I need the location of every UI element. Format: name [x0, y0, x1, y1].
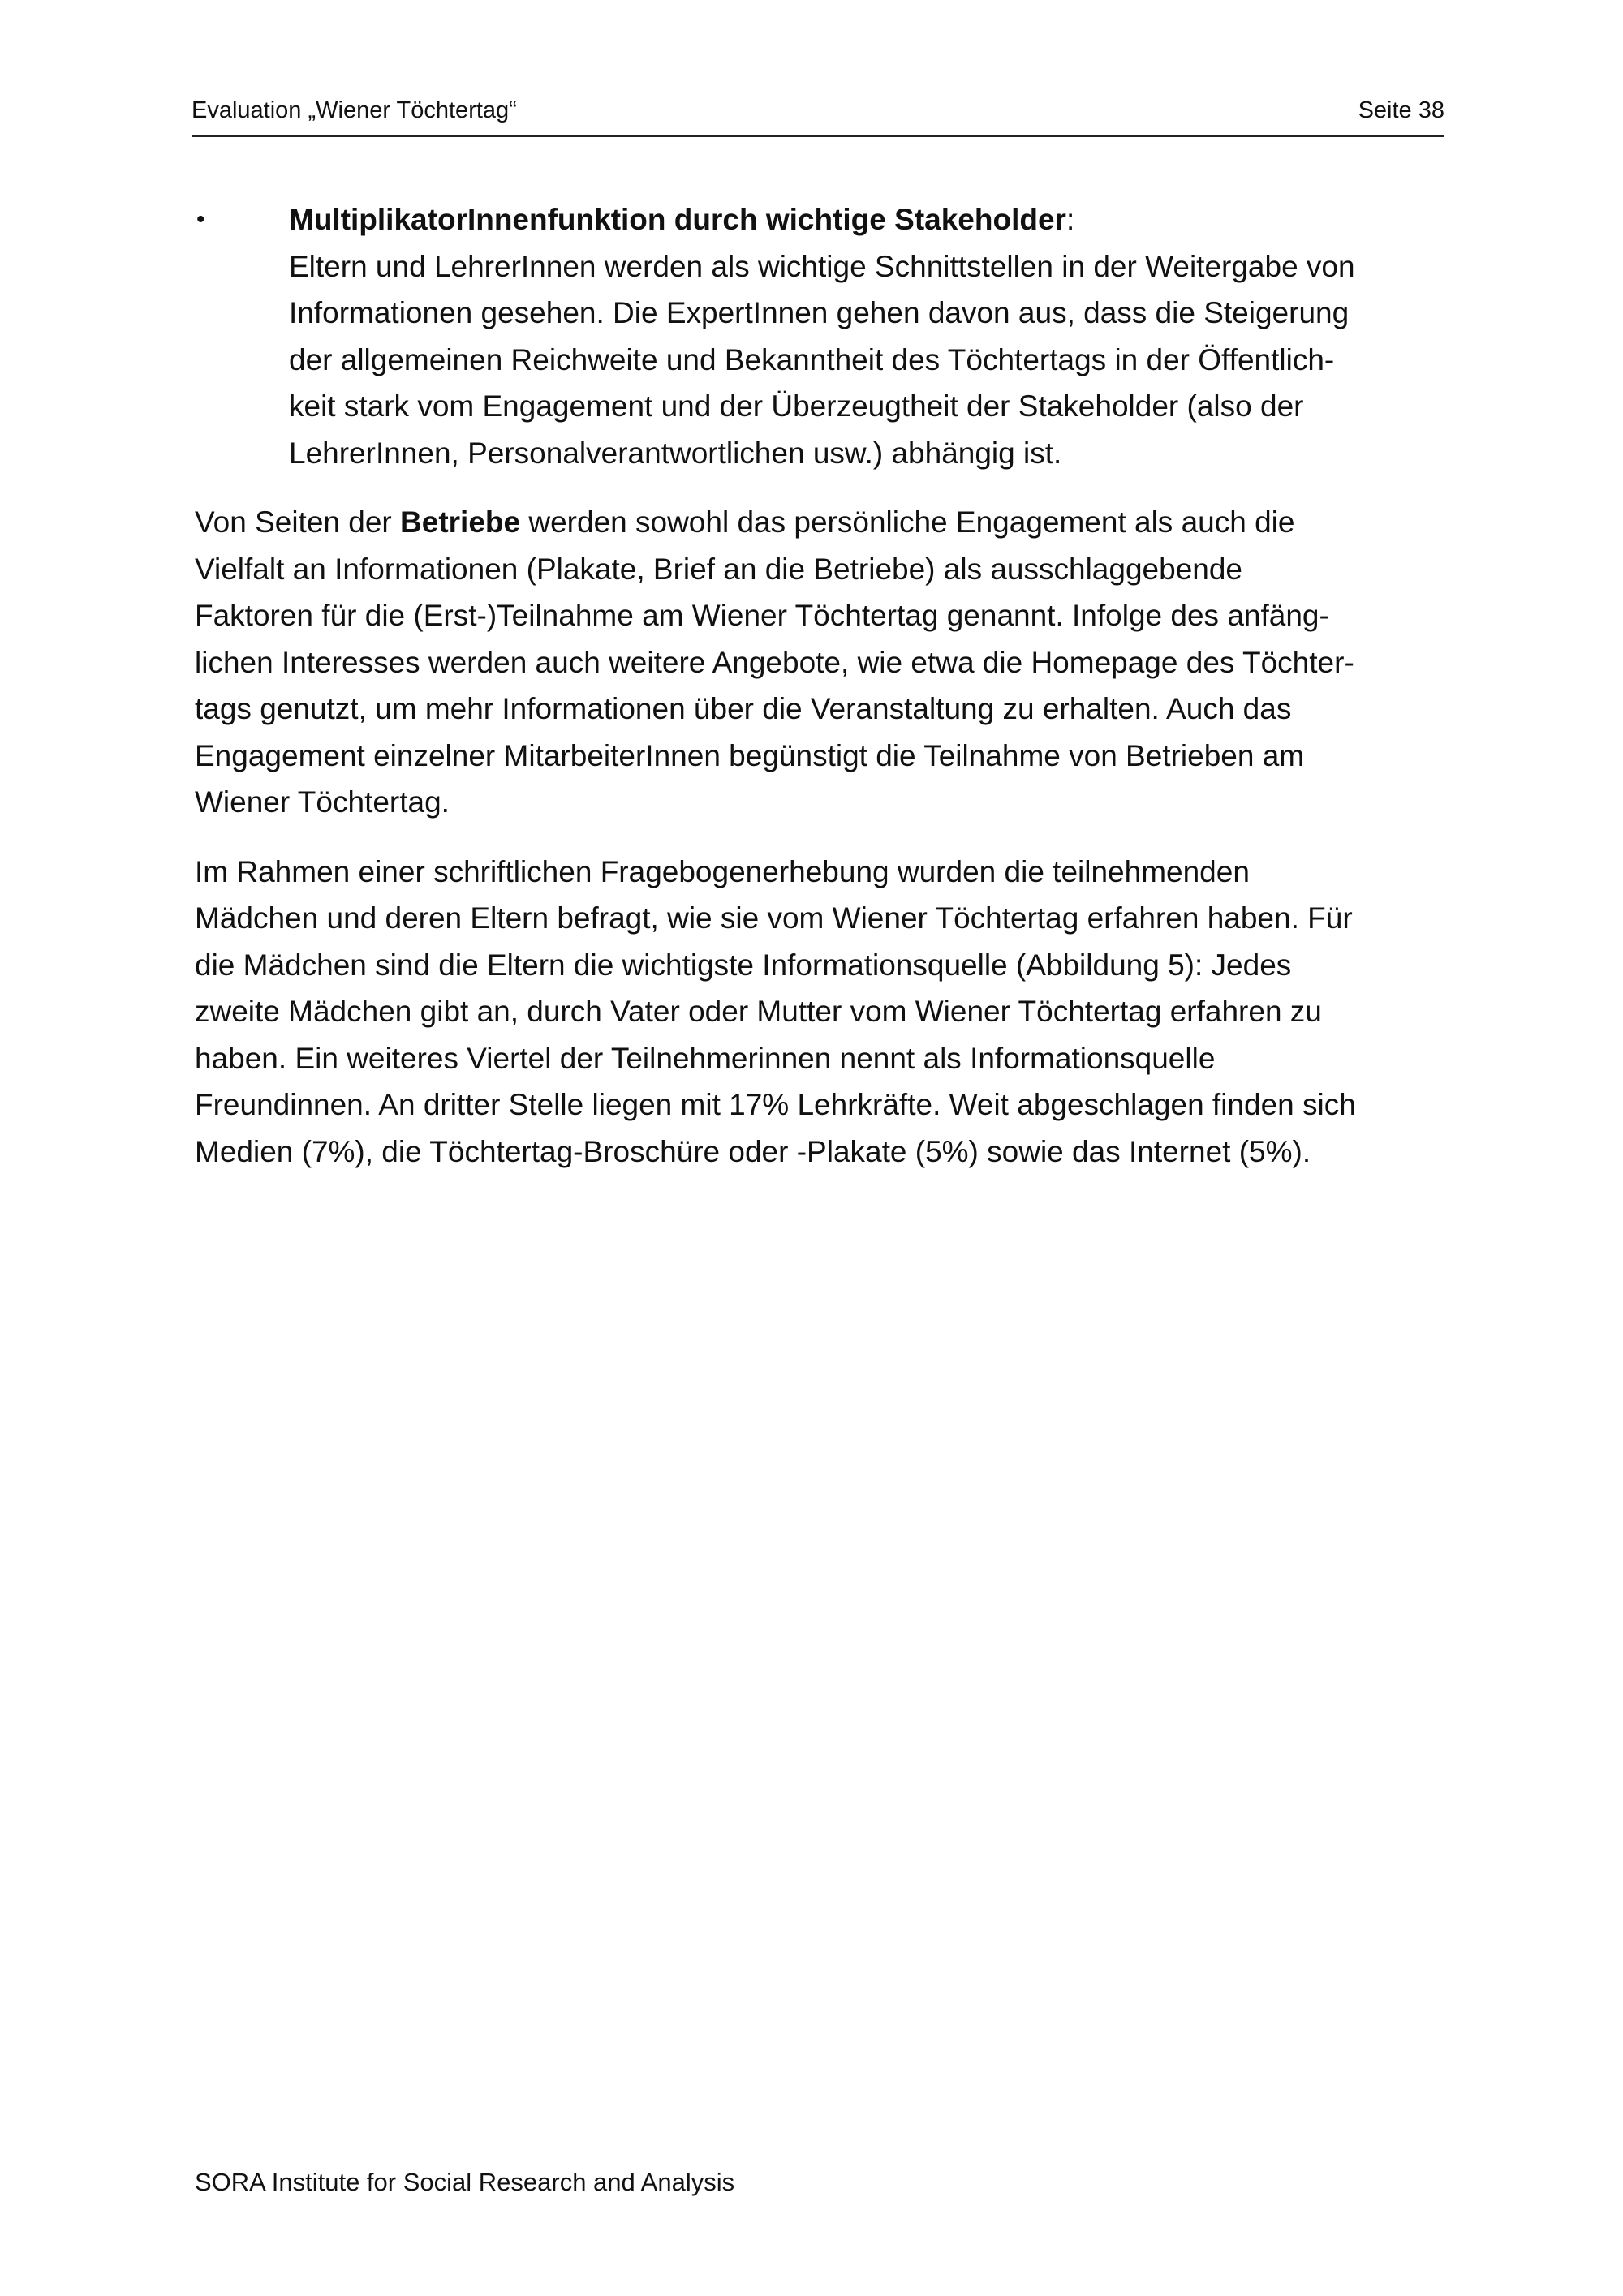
- bullet-title: MultiplikatorInnenfunktion durch wichtige Stakeholder: [289, 203, 1066, 236]
- bullet-colon: :: [1065, 203, 1075, 236]
- bullet-symbol: •: [196, 206, 205, 233]
- bullet-line: keit stark vom Engagement und der Überzeugtheit der Stakeholder (also der: [289, 389, 1304, 423]
- page-header: [192, 96, 1444, 137]
- bold-term-betriebe: Betriebe: [400, 505, 521, 539]
- paragraph-line: Faktoren für die (Erst-)Teilnahme am Wiener Töchtertag genannt. Infolge des anfäng-: [195, 599, 1329, 632]
- paragraph-line: Wiener Töchtertag.: [195, 785, 450, 819]
- paragraph-line: Engagement einzelner MitarbeiterInnen begünstigt die Teilnahme von Betrieben am: [195, 738, 1305, 772]
- bullet-line: Informationen gesehen. Die ExpertInnen gehen davon aus, dass die Steigerung: [289, 296, 1350, 329]
- footer-organization: SORA Institute for Social Research and Analysis: [195, 2168, 735, 2196]
- paragraph-line: Mädchen und deren Eltern befragt, wie sie vom Wiener Töchtertag erfahren haben. Für: [195, 901, 1353, 935]
- paragraph-line: [195, 499, 1444, 546]
- bullet-item: [195, 196, 1444, 476]
- bullet-line: der allgemeinen Reichweite und Bekanntheit des Töchtertags in der Öffentlich-: [289, 342, 1335, 376]
- paragraph-line: lichen Interesses werden auch weitere Angebote, wie etwa die Homepage des Töchter-: [195, 645, 1354, 679]
- page-footer: [195, 2166, 734, 2199]
- paragraph-line: Medien (7%), die Töchtertag-Broschüre oder -Plakate (5%) sowie das Internet (5%).: [195, 1134, 1311, 1168]
- page-content: [195, 196, 1444, 1197]
- paragraph-line: tags genutzt, um mehr Informationen über die Veranstaltung zu erhalten. Auch das: [195, 692, 1292, 725]
- document-title: Evaluation „Wiener Töchtertag“: [192, 97, 517, 123]
- paragraph-line: die Mädchen sind die Eltern die wichtigste Informationsquelle (Abbildung 5): Jedes: [195, 948, 1292, 982]
- bullet-line: Eltern und LehrerInnen werden als wichtige Schnittstellen in der Weitergabe von: [289, 249, 1355, 283]
- bullet-heading: [289, 196, 1444, 243]
- paragraph-line: Freundinnen. An dritter Stelle liegen mit 17% Lehrkräfte. Weit abgeschlagen finden sich: [195, 1088, 1356, 1121]
- text-fragment: werden sowohl das persönliche Engagement als auch die: [520, 505, 1295, 539]
- paragraph-survey: [195, 849, 1444, 1176]
- paragraph-line: Im Rahmen einer schriftlichen Fragebogenerhebung wurden die teilnehmenden: [195, 854, 1250, 888]
- bullet-line: LehrerInnen, Personalverantwortlichen usw.) abhängig ist.: [289, 436, 1062, 470]
- page-number: Seite 38: [1358, 97, 1444, 123]
- text-fragment: Von Seiten der: [195, 505, 401, 539]
- paragraph-line: haben. Ein weiteres Viertel der Teilnehmerinnen nennt als Informationsquelle: [195, 1041, 1216, 1075]
- paragraph-line: Vielfalt an Informationen (Plakate, Brief an die Betriebe) als ausschlaggebende: [195, 552, 1243, 586]
- paragraph-line: zweite Mädchen gibt an, durch Vater oder Mutter vom Wiener Töchtertag erfahren zu: [195, 995, 1322, 1028]
- paragraph-betriebe: [195, 499, 1444, 826]
